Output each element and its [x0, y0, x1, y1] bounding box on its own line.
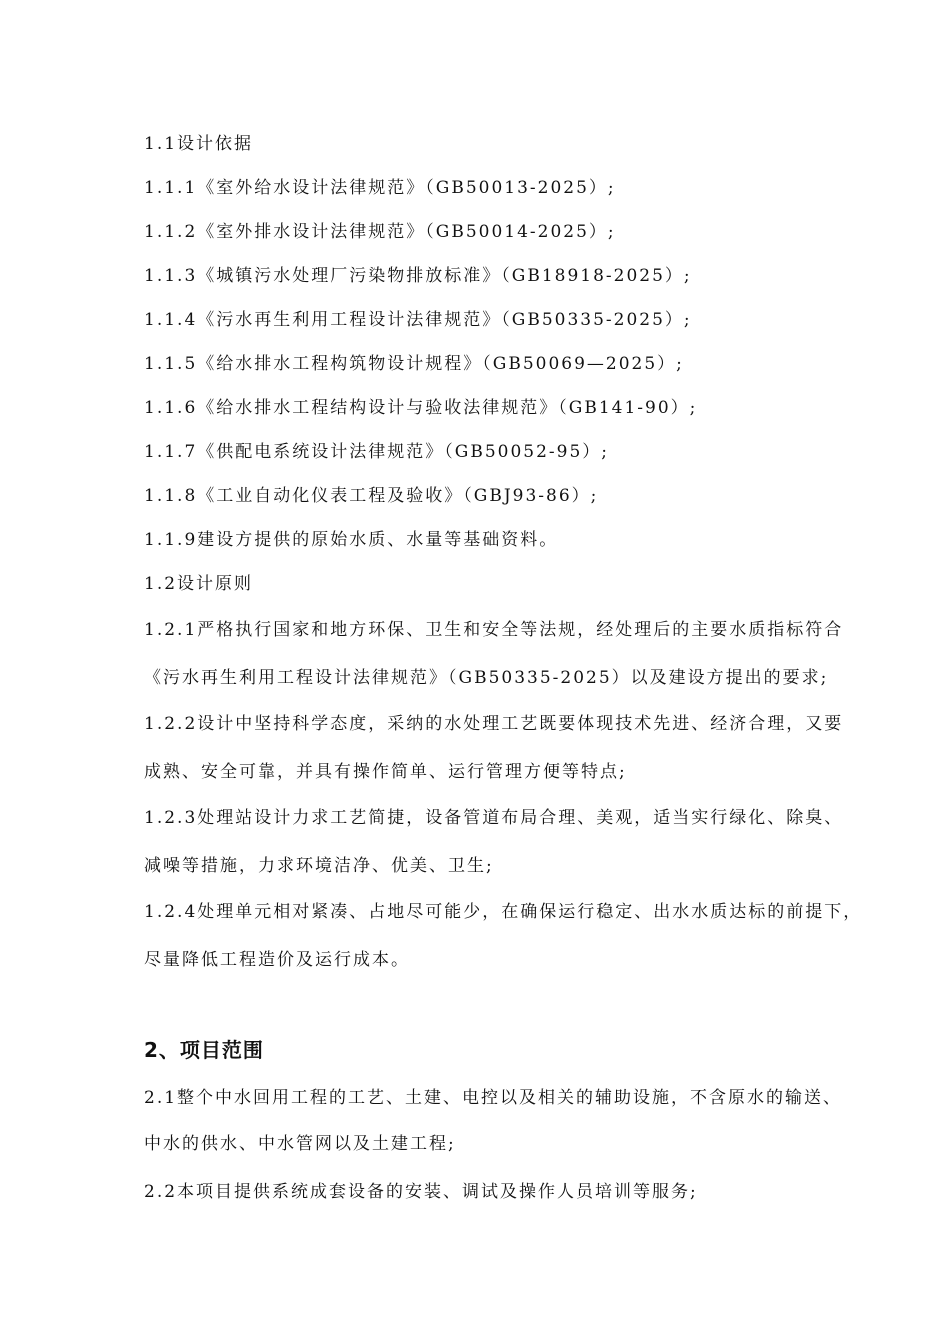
paragraph-line: 2.1整个中水回用工程的工艺、土建、电控以及相关的辅助设施，不含原水的输送、	[144, 1088, 843, 1108]
paragraph-line: 成熟、安全可靠，并具有操作简单、运行管理方便等特点;	[144, 762, 627, 782]
paragraph-line: 1.2.3处理站设计力求工艺简捷，设备管道布局合理、美观，适当实行绿化、除臭、	[144, 808, 844, 828]
reference-item: 1.1.8《工业自动化仪表工程及验收》（GBJ93-86）;	[144, 486, 599, 506]
section-1-2-title: 1.2设计原则	[144, 574, 254, 594]
paragraph-line: 减噪等措施，力求环境洁净、优美、卫生;	[144, 856, 494, 876]
reference-item: 1.1.9建设方提供的原始水质、水量等基础资料。	[144, 530, 559, 550]
reference-item: 1.1.3《城镇污水处理厂污染物排放标准》（GB18918-2025）;	[144, 266, 692, 286]
reference-item: 1.1.1《室外给水设计法律规范》（GB50013-2025）;	[144, 178, 616, 198]
paragraph-line: 1.2.1严格执行国家和地方环保、卫生和安全等法规，经处理后的主要水质指标符合	[144, 620, 844, 640]
section-1-1-title: 1.1设计依据	[144, 134, 254, 154]
reference-item: 1.1.6《给水排水工程结构设计与验收法律规范》（GB141-90）;	[144, 398, 698, 418]
section-2-heading: 2、项目范围	[144, 1038, 264, 1062]
paragraph-line: 1.2.2设计中坚持科学态度，采纳的水处理工艺既要体现技术先进、经济合理，又要	[144, 714, 844, 734]
paragraph-line: 中水的供水、中水管网以及土建工程;	[144, 1134, 456, 1154]
reference-item: 1.1.2《室外排水设计法律规范》（GB50014-2025）;	[144, 222, 616, 242]
reference-item: 1.1.7《供配电系统设计法律规范》（GB50052-95）;	[144, 442, 610, 462]
paragraph-line: 2.2本项目提供系统成套设备的安装、调试及操作人员培训等服务;	[144, 1182, 698, 1202]
reference-item: 1.1.5《给水排水工程构筑物设计规程》（GB50069—2025）;	[144, 354, 684, 374]
paragraph-line: 《污水再生利用工程设计法律规范》（GB50335-2025）以及建设方提出的要求;	[144, 668, 829, 688]
paragraph-line: 尽量降低工程造价及运行成本。	[144, 950, 410, 970]
paragraph-line: 1.2.4处理单元相对紧凑、占地尽可能少，在确保运行稳定、出水水质达标的前提下，	[144, 902, 863, 922]
reference-item: 1.1.4《污水再生利用工程设计法律规范》（GB50335-2025）;	[144, 310, 692, 330]
